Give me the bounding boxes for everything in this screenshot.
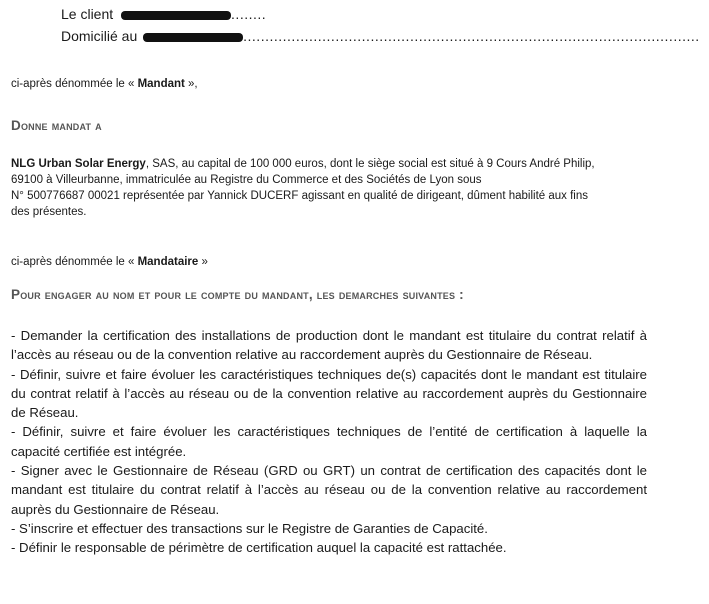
company-name: NLG Urban Solar Energy [11, 158, 146, 170]
demarches-list [11, 326, 647, 558]
designation-prefix: ci-après dénommée le « [11, 78, 138, 90]
designation-suffix: », [184, 78, 198, 90]
identity-line-1 [11, 156, 651, 172]
identity-line-2: 69100 à Villeurbanne, immatriculée au Registre du Commerce et des Sociétés de Lyon sous [11, 174, 482, 186]
client-label: Le client [61, 6, 114, 22]
designation-suffix: » [198, 256, 208, 268]
list-item: - S’inscrire et effectuer des transactions sur le Registre de Garanties de Capacité. [11, 520, 488, 536]
donne-mandat-heading: Donne mandat a [11, 118, 102, 133]
list-item: - Demander la certification des installations de production dont le mandant est titulaire du contrat relatif à l’accès au réseau ou de la convention relative au raccordement auprès du Gestionnaire de Réseau. [11, 328, 647, 363]
redaction-bar [143, 33, 243, 42]
mandataire-identity [11, 156, 651, 220]
list-item: - Définir, suivre et faire évoluer les caractéristiques techniques de(s) capacités dont le mandant est titulaire du contrat relatif à l’accès au réseau ou de la convention relative au raccordement auprès du Gestionnaire de Réseau. [11, 366, 647, 421]
mandant-designation [11, 76, 198, 92]
redaction-bar [121, 11, 231, 20]
mandataire-term: Mandataire [137, 256, 199, 268]
client-line [61, 6, 266, 22]
domicile-line [61, 28, 700, 44]
identity-line-4: des présentes. [11, 206, 87, 218]
domicile-label: Domicilié au [61, 28, 138, 44]
client-dots: ........ [231, 6, 267, 22]
identity-line-1-rest: , SAS, au capital de 100 000 euros, dont le siège social est situé à 9 Cours André Philip, [145, 158, 595, 170]
list-item: - Définir, suivre et faire évoluer les caractéristiques techniques de l’entité de certification à laquelle la capacité certifiée est intégrée. [11, 424, 647, 459]
list-item: - Signer avec le Gestionnaire de Réseau (GRD ou GRT) un contrat de certification des capacités dont le mandant est titulaire du contrat relatif à l’accès au réseau ou de la convention relative au raccordement auprès du Gestionnaire de Réseau. [11, 463, 647, 517]
identity-line-3: N° 500776687 00021 représentée par Yannick DUCERF agissant en qualité de dirigeant, dûment habilité aux fins [11, 190, 588, 202]
list-item: - Définir le responsable de périmètre de certification auquel la capacité est rattachée. [11, 540, 507, 556]
domicile-dots: ........................................................................................................ [243, 28, 700, 44]
designation-prefix: ci-après dénommée le « [11, 256, 138, 268]
mandataire-designation [11, 254, 208, 270]
mandant-term: Mandant [137, 78, 185, 90]
pour-engager-heading: Pour engager au nom et pour le compte du mandant, les demarches suivantes : [11, 287, 464, 302]
